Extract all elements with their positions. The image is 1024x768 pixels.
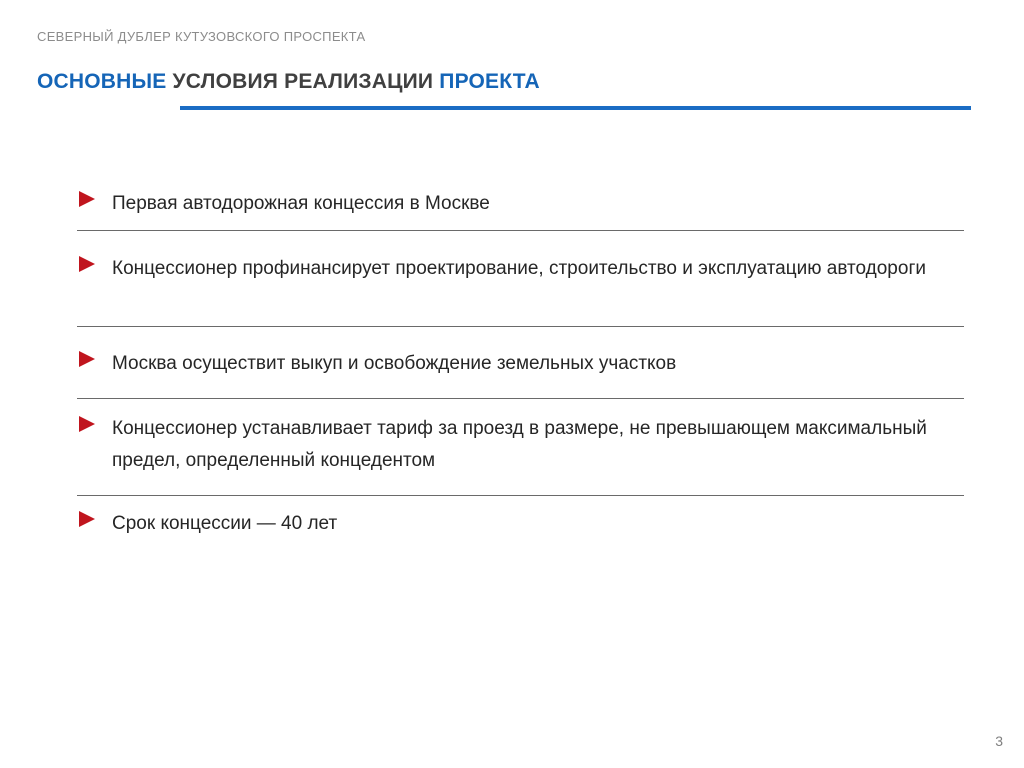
bullet-text: Концессионер устанавливает тариф за проезд в размере, не превышающем максимальный предел, определенный концедентом xyxy=(112,418,927,471)
page-title xyxy=(37,70,540,94)
title-part-3: ПРОЕКТА xyxy=(439,70,540,93)
bullet-text: Срок концессии — 40 лет xyxy=(112,513,338,534)
bullet-arrow-icon xyxy=(79,191,95,207)
bullet-arrow-icon xyxy=(79,256,95,272)
bullet-text: Первая автодорожная концессия в Москве xyxy=(112,193,490,214)
bullet-arrow-icon xyxy=(79,416,95,432)
bullet-arrow-icon xyxy=(79,511,95,527)
presentation-subtitle: СЕВЕРНЫЙ ДУБЛЕР КУТУЗОВСКОГО ПРОСПЕКТА xyxy=(37,29,366,44)
divider xyxy=(77,398,964,399)
page-number: 3 xyxy=(995,733,1003,749)
title-part-2: УСЛОВИЯ РЕАЛИЗАЦИИ xyxy=(172,70,434,93)
title-part-1: ОСНОВНЫЕ xyxy=(37,70,167,93)
bullet-text: Концессионер профинансирует проектирование, строительство и эксплуатацию автодороги xyxy=(112,258,926,279)
divider xyxy=(77,326,964,327)
bullet-arrow-icon xyxy=(79,351,95,367)
title-underline xyxy=(180,106,971,110)
divider xyxy=(77,495,964,496)
bullet-text: Москва осуществит выкуп и освобождение земельных участков xyxy=(112,353,677,374)
divider xyxy=(77,230,964,231)
